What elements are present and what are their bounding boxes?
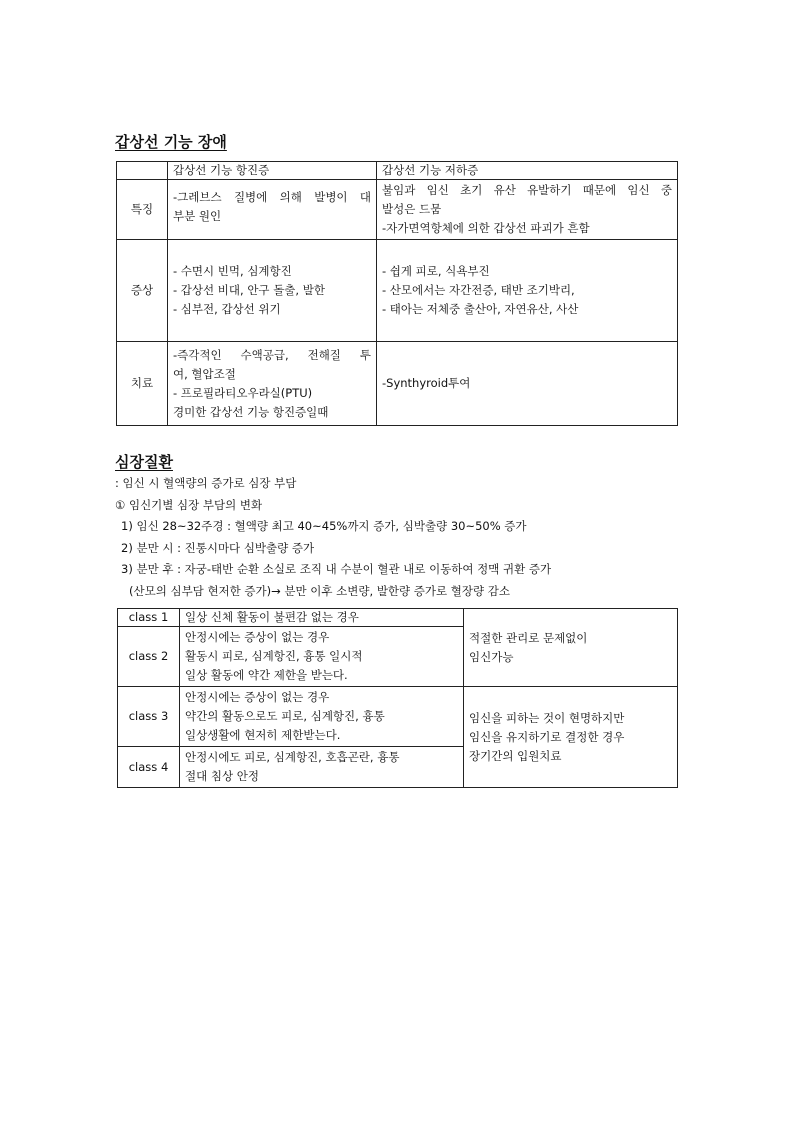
class-desc: 일상 신체 활동이 불편감 없는 경우	[180, 609, 464, 627]
cardiac-item-2: 2) 분만 시 : 진통시마다 심박출량 증가	[121, 541, 315, 555]
table-row	[118, 687, 678, 747]
class-label: class 1	[118, 609, 180, 627]
class-desc: 안정시에도 피로, 심계항진, 호흡곤란, 흉통 절대 침상 안정	[180, 747, 464, 788]
cardiac-intro: : 임신 시 혈액량의 증가로 심장 부담	[115, 476, 297, 490]
cardiac-item-1: 1) 임신 28~32주경 : 혈액량 최고 40~45%까지 증가, 심박출량 30~50% 증가	[121, 519, 527, 533]
table-row	[117, 342, 678, 426]
thyroid-table	[116, 161, 678, 426]
class-label: class 4	[118, 747, 180, 788]
treatment-hyper: -즉각적인 수액공급, 전해질 투 여, 혈압조절 - 프로필라티오우라실(PTU) 경미한 갑상선 기능 항진증일때	[168, 342, 377, 426]
class-note-mild: 적절한 관리로 문제없이 임신가능	[464, 609, 678, 687]
row-label-symptoms: 증상	[117, 240, 168, 342]
cardiac-subheading: ① 임신기별 심장 부담의 변화	[115, 498, 263, 512]
class-desc: 안정시에는 증상이 없는 경우 약간의 활동으로도 피로, 심계항진, 흉통 일상생활에 현저히 제한받는다.	[180, 687, 464, 747]
table-row	[117, 180, 678, 240]
row-label-features: 특징	[117, 180, 168, 240]
header-hyperthyroid: 갑상선 기능 항진증	[168, 162, 377, 180]
table-corner-cell	[117, 162, 168, 180]
table-row	[118, 609, 678, 627]
table-row	[117, 240, 678, 342]
cardiac-item-3: 3) 분만 후 : 자궁-태반 순환 소실로 조직 내 수분이 혈관 내로 이동하여 정맥 귀환 증가	[121, 562, 552, 576]
row-label-treatment: 치료	[117, 342, 168, 426]
symptoms-hyper: - 수면시 빈먹, 심계항진 - 갑상선 비대, 안구 돌출, 발한 - 심부전, 갑상선 위기	[168, 240, 377, 342]
cardiac-heading: 심장질환	[115, 453, 173, 471]
header-hypothyroid: 갑상선 기능 저하증	[377, 162, 678, 180]
class-label: class 2	[118, 627, 180, 687]
thyroid-heading: 갑상선 기능 장애	[115, 133, 227, 151]
class-table	[117, 608, 678, 788]
class-desc: 안정시에는 증상이 없는 경우 활동시 피로, 심계항진, 흉통 일시적 일상 활동에 약간 제한을 받는다.	[180, 627, 464, 687]
features-hyper: -그레브스 질병에 의해 발병이 대 부분 원인	[168, 180, 377, 240]
symptoms-hypo: - 쉽게 피로, 식욕부진 - 산모에서는 자간전증, 태반 조기박리, - 태아는 저체중 출산아, 자연유산, 사산	[377, 240, 678, 342]
treatment-hypo: -Synthyroid투여	[377, 342, 678, 426]
class-label: class 3	[118, 687, 180, 747]
cardiac-item-3-cont: (산모의 심부담 현저한 증가)→ 분만 이후 소변량, 발한량 증가로 혈장량 감소	[129, 584, 510, 598]
class-note-severe: 임신을 피하는 것이 현명하지만 임신을 유지하기로 결정한 경우 장기간의 입원치료	[464, 687, 678, 788]
features-hypo: 불임과 임신 초기 유산 유발하기 때문에 임신 중 발성은 드뭄 -자가면역항체에 의한 갑상선 파괴가 흔함	[377, 180, 678, 240]
